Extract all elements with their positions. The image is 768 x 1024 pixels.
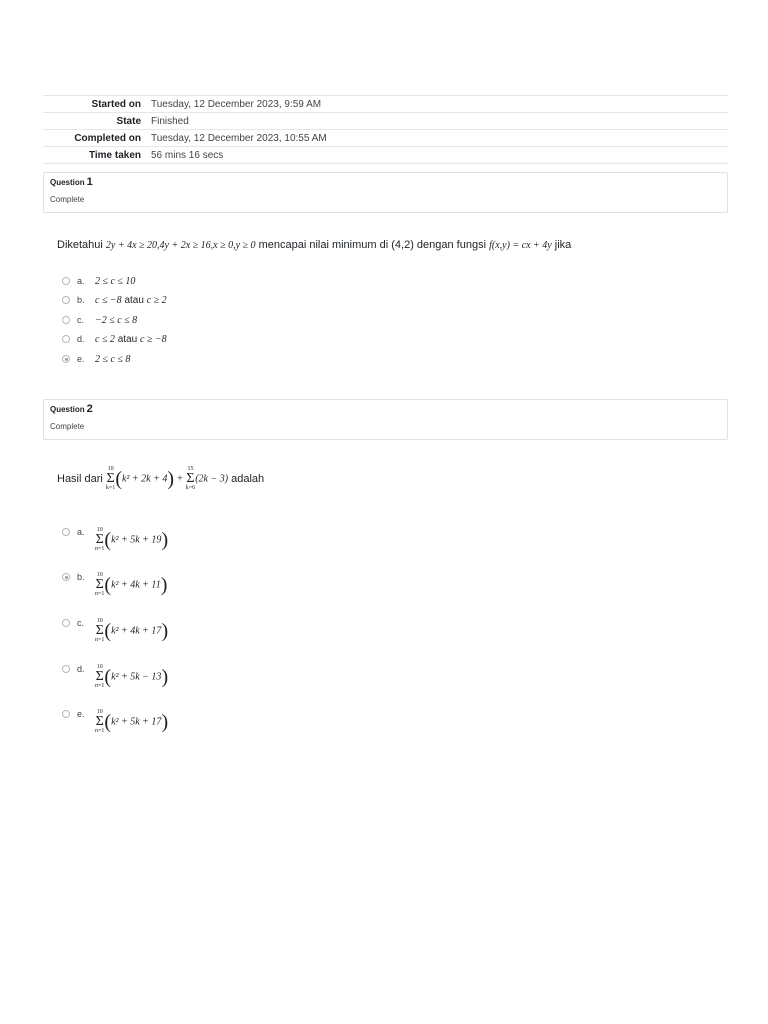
q1-option-d[interactable] (62, 334, 167, 345)
radio-button[interactable] (62, 528, 70, 536)
sum-lower-limit: n=1 (95, 546, 105, 552)
option-math: c ≤ 2 (95, 334, 115, 345)
radio-button[interactable] (62, 277, 70, 285)
sigma-icon: Σ (95, 532, 104, 547)
option-math: c ≤ −8 (95, 295, 122, 306)
summary-label: State (116, 115, 141, 127)
q2-option-c[interactable] (62, 618, 168, 644)
summary-row-time-taken (43, 147, 728, 164)
q1-option-e[interactable] (62, 354, 130, 365)
option-math-2: c ≥ −8 (139, 334, 167, 345)
question-title-label: Question (50, 178, 85, 187)
question-title-label: Question (50, 405, 85, 414)
option-summation (95, 618, 104, 644)
radio-button[interactable] (62, 665, 70, 673)
radio-button[interactable] (62, 710, 70, 718)
q1-option-b[interactable] (62, 295, 167, 306)
option-word: atau (124, 295, 144, 306)
sigma-icon: Σ (106, 471, 115, 486)
radio-button[interactable] (62, 316, 70, 324)
paren-open: ( (115, 468, 122, 490)
q1-function: f(x,y) = cx + 4y (489, 240, 552, 251)
option-label: b. (77, 572, 85, 582)
option-math: −2 ≤ c ≤ 8 (95, 315, 138, 326)
paren-open: ( (104, 666, 112, 688)
sum-upper-limit: 10 (96, 527, 103, 533)
sum-upper-limit: 10 (96, 618, 103, 624)
sigma-icon: Σ (95, 714, 104, 729)
paren-close: ) (161, 711, 169, 733)
q2-option-d[interactable] (62, 664, 168, 690)
option-expression: k² + 5k + 19 (111, 534, 162, 546)
summary-label: Started on (91, 98, 141, 110)
option-summation (95, 572, 104, 598)
summary-row-completed (43, 130, 728, 147)
option-math: 2 ≤ c ≤ 10 (95, 276, 136, 287)
sum-upper-limit: 10 (96, 664, 103, 670)
option-word: atau (117, 334, 138, 345)
plus-sign: + (177, 473, 183, 485)
question-1-state: Complete (50, 195, 85, 204)
radio-button-selected[interactable] (62, 355, 70, 363)
sum-lower-limit: n=1 (95, 683, 105, 689)
option-label: e. (77, 354, 85, 364)
q1-text-post: jika (554, 239, 572, 251)
option-label: d. (77, 334, 85, 344)
q2-text-post: adalah (231, 473, 265, 485)
question-2-state: Complete (50, 422, 85, 431)
q1-text-pre: Diketahui (57, 239, 103, 251)
option-label: b. (77, 295, 85, 305)
paren-close: ) (160, 574, 168, 596)
q1-text-mid: mencapai nilai minimum di (4,2) dengan fungsi (258, 239, 487, 251)
q1-option-a[interactable] (62, 276, 135, 287)
question-2-text (57, 466, 264, 492)
sigma-icon: Σ (186, 471, 195, 486)
option-label: e. (77, 709, 85, 719)
option-label: a. (77, 276, 85, 286)
option-summation (95, 527, 104, 553)
option-summation (95, 709, 104, 735)
q2-option-e[interactable] (62, 709, 168, 735)
summary-value: Tuesday, 12 December 2023, 9:59 AM (151, 98, 322, 110)
sum-lower-limit: n=1 (95, 591, 105, 597)
sum-lower-limit: k=6 (185, 485, 196, 491)
q1-option-c[interactable] (62, 315, 137, 326)
option-math-2: c ≥ 2 (146, 295, 167, 306)
sum-upper-limit: 10 (96, 709, 103, 715)
summation-1 (106, 466, 115, 492)
paren-close: ) (161, 620, 169, 642)
radio-button[interactable] (62, 296, 70, 304)
option-summation (95, 664, 104, 690)
option-expression: k² + 5k + 17 (111, 716, 162, 728)
sum-upper-limit: 10 (96, 572, 103, 578)
q2-text-pre: Hasil dari (57, 473, 103, 485)
summary-row-started (43, 96, 728, 113)
summary-value: Finished (151, 115, 189, 127)
option-expression: k² + 4k + 11 (111, 579, 161, 591)
option-label: c. (77, 618, 85, 628)
option-math: 2 ≤ c ≤ 8 (95, 354, 131, 365)
summary-label: Time taken (88, 149, 141, 161)
q1-constraints: 2y + 4x ≥ 20,4y + 2x ≥ 16,x ≥ 0,y ≥ 0 (105, 240, 256, 251)
question-1-info (43, 172, 728, 213)
sum-lower-limit: k=1 (105, 485, 116, 491)
option-label: a. (77, 527, 85, 537)
question-2-title (50, 403, 93, 415)
paren-close: ) (161, 666, 169, 688)
sigma-icon: Σ (95, 577, 104, 592)
sum-upper-limit: 10 (107, 466, 114, 472)
radio-button[interactable] (62, 335, 70, 343)
option-label: d. (77, 664, 85, 674)
attempt-summary-table (43, 95, 728, 164)
option-expression: k² + 5k − 13 (111, 671, 162, 683)
sum-2-expression: (2k − 3) (195, 473, 229, 485)
paren-open: ( (104, 529, 112, 551)
paren-close: ) (167, 468, 175, 490)
summary-label: Completed on (74, 132, 141, 144)
summary-value: Tuesday, 12 December 2023, 10:55 AM (151, 132, 327, 144)
summary-row-state (43, 113, 728, 130)
sigma-icon: Σ (95, 669, 104, 684)
option-expression: k² + 4k + 17 (111, 625, 162, 637)
sum-lower-limit: n=1 (95, 728, 105, 734)
question-1-text (57, 239, 571, 251)
question-2-info (43, 399, 728, 440)
summation-2 (186, 466, 195, 492)
paren-open: ( (104, 574, 112, 596)
sum-1-expression: k² + 2k + 4 (121, 473, 168, 485)
question-number: 1 (86, 176, 93, 188)
q2-option-a[interactable] (62, 527, 168, 553)
sum-lower-limit: n=1 (95, 637, 105, 643)
sum-upper-limit: 15 (187, 466, 194, 472)
sigma-icon: Σ (95, 623, 104, 638)
paren-open: ( (104, 620, 112, 642)
radio-button[interactable] (62, 619, 70, 627)
q2-option-b[interactable] (62, 572, 167, 598)
paren-close: ) (161, 529, 169, 551)
option-label: c. (77, 315, 85, 325)
question-number: 2 (86, 403, 93, 415)
summary-value: 56 mins 16 secs (151, 149, 224, 161)
radio-button-selected[interactable] (62, 573, 70, 581)
paren-open: ( (104, 711, 112, 733)
question-1-title (50, 176, 93, 188)
